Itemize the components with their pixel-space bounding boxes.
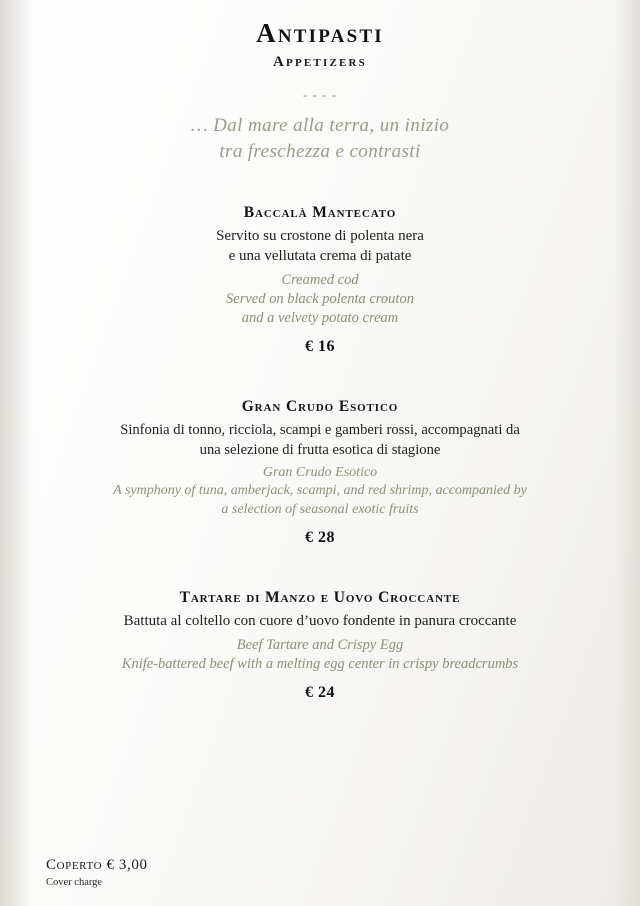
dish-description-en-line: A symphony of tuna, amberjack, scampi, and red shrimp, accompanied by bbox=[113, 483, 527, 499]
dish-description-it bbox=[56, 421, 584, 460]
dish-name: Gran Crudo Esotico bbox=[241, 398, 399, 416]
page-title: Antipasti bbox=[256, 18, 384, 48]
list-item bbox=[56, 398, 584, 547]
dish-description-en bbox=[56, 636, 584, 674]
dish-description-en-line: and a velvety potato cream bbox=[241, 310, 399, 327]
dish-description-en-line: Beef Tartare and Crispy Egg bbox=[236, 636, 404, 653]
dish-description-line: Battuta al coltello con cuore d’uovo fondente in panura croccante bbox=[123, 613, 517, 630]
page-subtitle: Appetizers bbox=[273, 54, 367, 70]
dish-description-en-line: Creamed cod bbox=[281, 271, 359, 288]
dish-description-it bbox=[56, 227, 584, 267]
divider: - - - - bbox=[302, 87, 338, 102]
dish-name: Baccalà Mantecato bbox=[243, 204, 397, 222]
dish-price: € 24 bbox=[305, 684, 335, 702]
dish-list bbox=[56, 204, 584, 702]
list-item bbox=[56, 204, 584, 356]
dish-description-line: Sinfonia di tonno, ricciola, scampi e gamberi rossi, accompagnati da bbox=[120, 422, 520, 439]
tagline-line-1: … Dal mare alla terra, un inizio bbox=[190, 115, 450, 136]
dish-description-line: Servito su crostone di polenta nera bbox=[216, 228, 424, 245]
dish-price: € 16 bbox=[305, 338, 335, 356]
dish-description-en-line: Knife-battered beef with a melting egg center in crispy breadcrumbs bbox=[121, 656, 519, 673]
dish-description-en bbox=[56, 271, 584, 328]
dish-price: € 28 bbox=[305, 529, 335, 547]
footer bbox=[46, 857, 148, 888]
tagline-line-2: tra freschezza e contrasti bbox=[219, 140, 421, 162]
dish-name: Tartare di Manzo e Uovo Croccante bbox=[179, 589, 461, 607]
dish-description-en-line: a selection of seasonal exotic fruits bbox=[221, 501, 419, 517]
tagline bbox=[56, 113, 584, 164]
cover-charge: Coperto € 3,00 bbox=[46, 857, 148, 873]
dish-description-en-line: Served on black polenta crouton bbox=[226, 291, 414, 307]
dish-description-line: una selezione di frutta esotica di stagione bbox=[199, 441, 441, 458]
dish-description-line: e una vellutata crema di patate bbox=[228, 248, 412, 265]
dish-description-en-line: Gran Crudo Esotico bbox=[262, 464, 378, 480]
dish-description-it bbox=[56, 612, 584, 632]
list-item bbox=[56, 589, 584, 702]
dish-description-en bbox=[56, 464, 584, 519]
cover-charge-translation: Cover charge bbox=[46, 877, 103, 888]
